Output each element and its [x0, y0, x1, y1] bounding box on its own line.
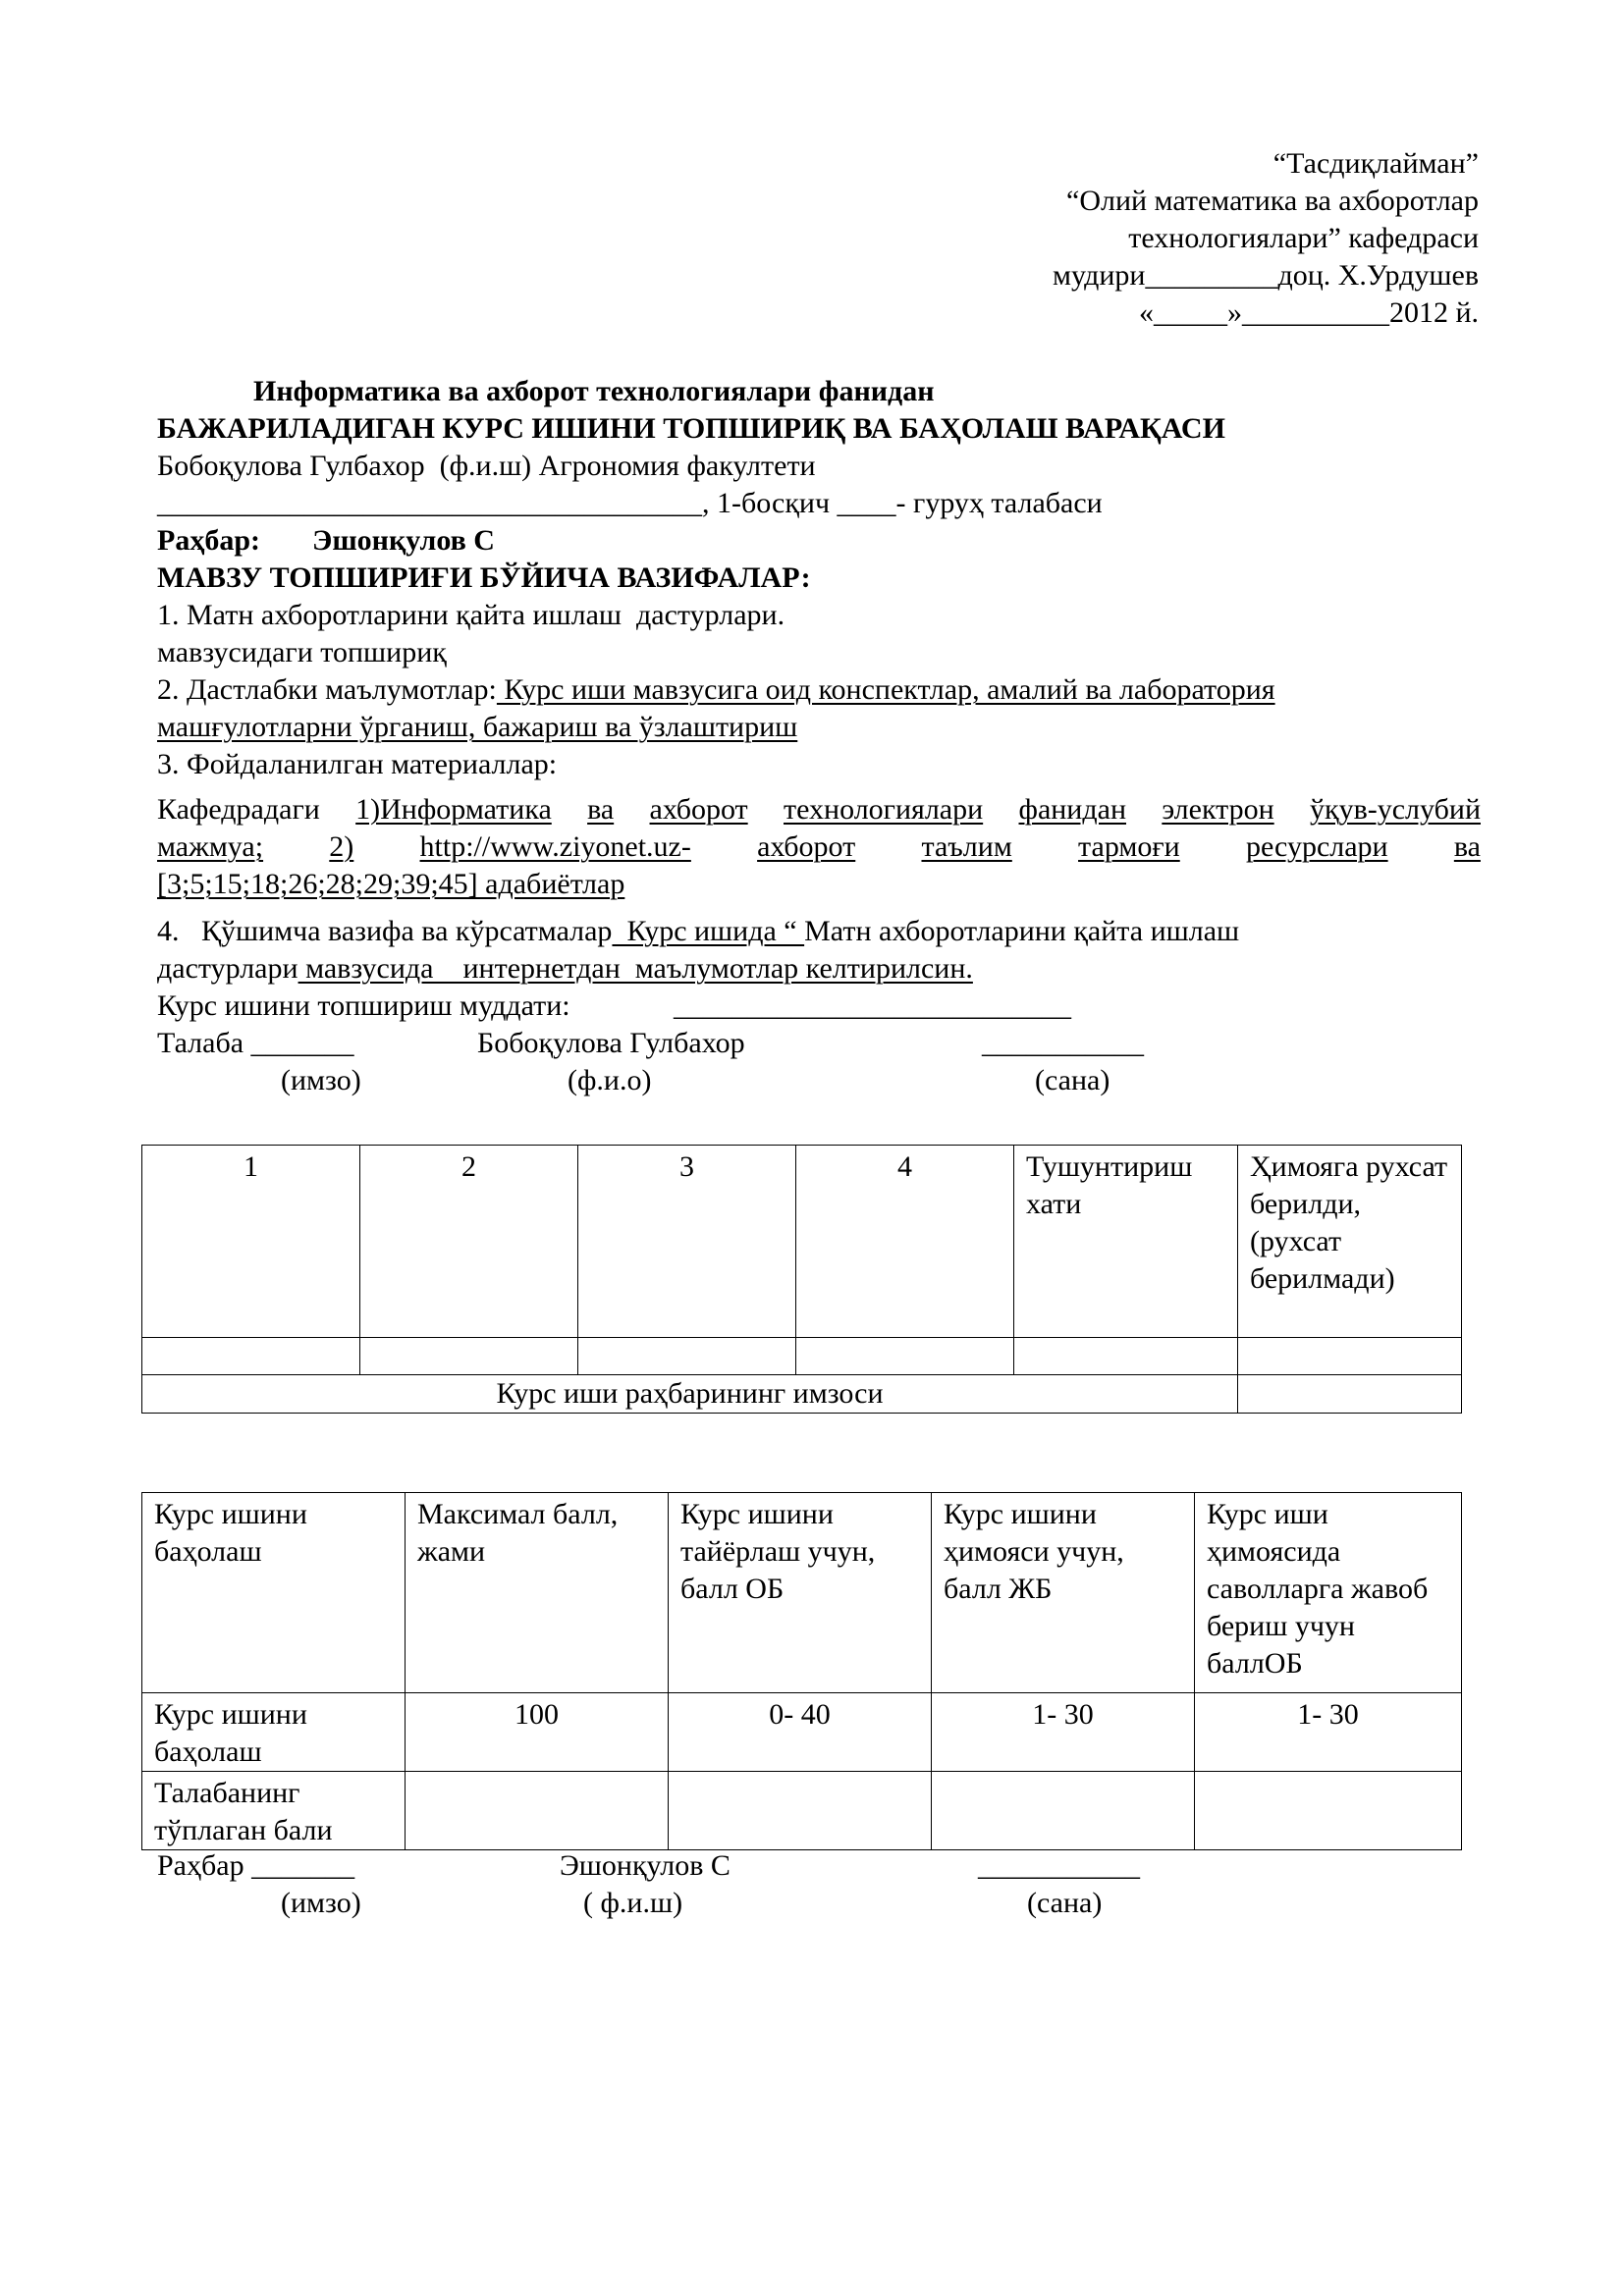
task-3-line-1 — [157, 791, 1481, 828]
table-header-cell: Максимал балл, жами — [406, 1493, 669, 1693]
task-4-part-2: Матн ахборотларини қайта ишлаш — [804, 915, 1240, 947]
approval-line-1: “Тасдиқлайман” — [1272, 147, 1479, 180]
supervisor-name: Эшонқулов С — [312, 524, 495, 557]
table-cell — [1014, 1338, 1238, 1375]
task-3-word: ва — [587, 793, 615, 826]
supervisor-label: Раҳбар: — [157, 524, 260, 557]
signature-caption: (имзо) — [281, 1064, 361, 1096]
table-cell — [1195, 1772, 1462, 1850]
table-cell: Талабанинг тўплаган бали — [142, 1772, 406, 1850]
task-4-part-1: Курс ишида “ — [612, 915, 805, 947]
student-signature-label: Талаба _______ — [157, 1027, 354, 1059]
supervisor-signature-label: Курс иши раҳбарининг имзоси — [142, 1375, 1238, 1414]
table-cell: 1- 30 — [932, 1693, 1195, 1772]
task-3-word: таълим — [921, 830, 1012, 863]
task-3-word: ва — [1453, 830, 1481, 863]
table-header-cell: 2 — [360, 1146, 578, 1338]
task-3-word: ўқув-услубий — [1310, 793, 1481, 826]
table-cell: 1- 30 — [1195, 1693, 1462, 1772]
table-header-cell: 1 — [142, 1146, 360, 1338]
deadline-label: Курс ишини топшириш муддати: — [157, 989, 570, 1022]
table-cell — [669, 1772, 932, 1850]
footer-date-blank: ___________ — [978, 1849, 1140, 1882]
task-3-line-3: [3;5;15;18;26;28;29;39;45] адабиётлар — [157, 868, 625, 900]
task-4-part-4: мавзусида интернетдан маълумотлар келтирилсин. — [298, 952, 973, 985]
table-cell — [796, 1338, 1014, 1375]
table-cell — [932, 1772, 1195, 1850]
date-caption: (сана) — [1035, 1064, 1110, 1096]
table-header-cell: Курс иши ҳимоясида саволларга жавоб бериш учун баллОБ — [1195, 1493, 1462, 1693]
footer-supervisor-name: Эшонқулов С — [560, 1849, 731, 1882]
footer-date-caption: (сана) — [1027, 1887, 1103, 1919]
table-row — [142, 1772, 1462, 1850]
task-4-line-1 — [157, 913, 1239, 950]
student-name: Бобоқулова Гулбахор — [477, 1027, 745, 1059]
student-date-blank: ___________ — [982, 1027, 1144, 1059]
task-2-line-2: машғулотларни ўрганиш, бажариш ва ўзлаштириш — [157, 711, 798, 743]
table-header-cell: Ҳимояга рухсат берилди, (рухсат берилмади) — [1238, 1146, 1462, 1338]
tasks-heading: МАВЗУ ТОПШИРИҒИ БЎЙИЧА ВАЗИФАЛАР: — [157, 561, 811, 594]
table-cell — [406, 1772, 669, 1850]
table-cell: 0- 40 — [669, 1693, 932, 1772]
table-header-cell: 3 — [578, 1146, 796, 1338]
fio-caption: (ф.и.о) — [568, 1064, 652, 1096]
table-header-cell: Курс ишини тайёрлаш учун, балл ОБ — [669, 1493, 932, 1693]
task-1-line-2: мавзусидаги топшириқ — [157, 636, 447, 668]
table-cell — [578, 1338, 796, 1375]
task-3-word: тармоғи — [1078, 830, 1180, 863]
task-3-word: 1)Информатика — [355, 793, 552, 826]
table-header-cell: Курс ишини ҳимояси учун, балл ЖБ — [932, 1493, 1195, 1693]
document-title: БАЖАРИЛАДИГАН КУРС ИШИНИ ТОПШИРИҚ ВА БАҲОЛАШ ВАРАҚАСИ — [157, 412, 1225, 445]
task-3-line-2 — [157, 828, 1481, 866]
table-row — [142, 1146, 1462, 1338]
task-3-prefix: Кафедрадаги — [157, 793, 320, 826]
footer-signature-caption: (имзо) — [281, 1887, 361, 1919]
task-4-label: 4. Қўшимча вазифа ва кўрсатмалар — [157, 915, 613, 947]
table-cell — [1238, 1338, 1462, 1375]
task-3-word: ахборот — [757, 830, 856, 863]
approval-line-5: «_____»__________2012 й. — [1138, 296, 1479, 329]
task-4-line-2 — [157, 950, 973, 988]
table-header-cell: Курс ишини баҳолаш — [142, 1493, 406, 1693]
task-1-line-1: 1. Матн ахборотларини қайта ишлаш дастурлари. — [157, 599, 785, 631]
approval-table — [141, 1145, 1462, 1414]
task-3-word: технологиялари — [784, 793, 984, 826]
table-header-cell: 4 — [796, 1146, 1014, 1338]
table-row — [142, 1493, 1462, 1693]
task-3-word: фанидан — [1018, 793, 1126, 826]
supervisor-signature-line: Раҳбар _______ — [157, 1849, 355, 1882]
task-2-label: 2. Дастлабки маълумотлар: — [157, 673, 497, 706]
table-cell: 100 — [406, 1693, 669, 1772]
task-2-line-1 — [157, 671, 1275, 709]
task-3-link: http://www.ziyonet.uz- — [419, 830, 691, 863]
task-3-word: мажмуа; — [157, 830, 264, 863]
approval-line-4: мудири_________доц. Х.Урдушев — [1052, 259, 1479, 292]
table-cell — [142, 1338, 360, 1375]
grading-table — [141, 1492, 1462, 1850]
table-cell: Курс ишини баҳолаш — [142, 1693, 406, 1772]
task-3-label: 3. Фойдаланилган материаллар: — [157, 748, 558, 780]
task-3-word: ресурслари — [1245, 830, 1388, 863]
task-2-text: Курс иши мавзусига оид конспектлар, амалий ва лаборатория — [496, 673, 1275, 706]
table-cell — [360, 1338, 578, 1375]
approval-line-2: “Олий математика ва ахборотлар — [1066, 185, 1479, 217]
task-3-word: ахборот — [649, 793, 748, 826]
supervisor-signature-cell — [1238, 1375, 1462, 1414]
table-row — [142, 1375, 1462, 1414]
deadline-blank: ___________________________ — [674, 989, 1071, 1022]
student-line: Бобоқулова Гулбахор (ф.и.ш) Агрономия факултети — [157, 450, 816, 482]
group-line: _____________________________________, 1-босқич ____- гуруҳ талабаси — [157, 487, 1103, 519]
table-header-cell: Тушунтириш хати — [1014, 1146, 1238, 1338]
task-3-word: электрон — [1162, 793, 1274, 826]
table-row — [142, 1693, 1462, 1772]
subject-heading: Информатика ва ахборот технологиялари фанидан — [253, 375, 935, 407]
footer-fish-caption: ( ф.и.ш) — [583, 1887, 683, 1919]
approval-line-3: технологиялари” кафедраси — [1128, 222, 1479, 254]
table-row — [142, 1338, 1462, 1375]
task-4-part-3: дастурлари — [157, 952, 298, 985]
task-3-word: 2) — [329, 830, 354, 863]
